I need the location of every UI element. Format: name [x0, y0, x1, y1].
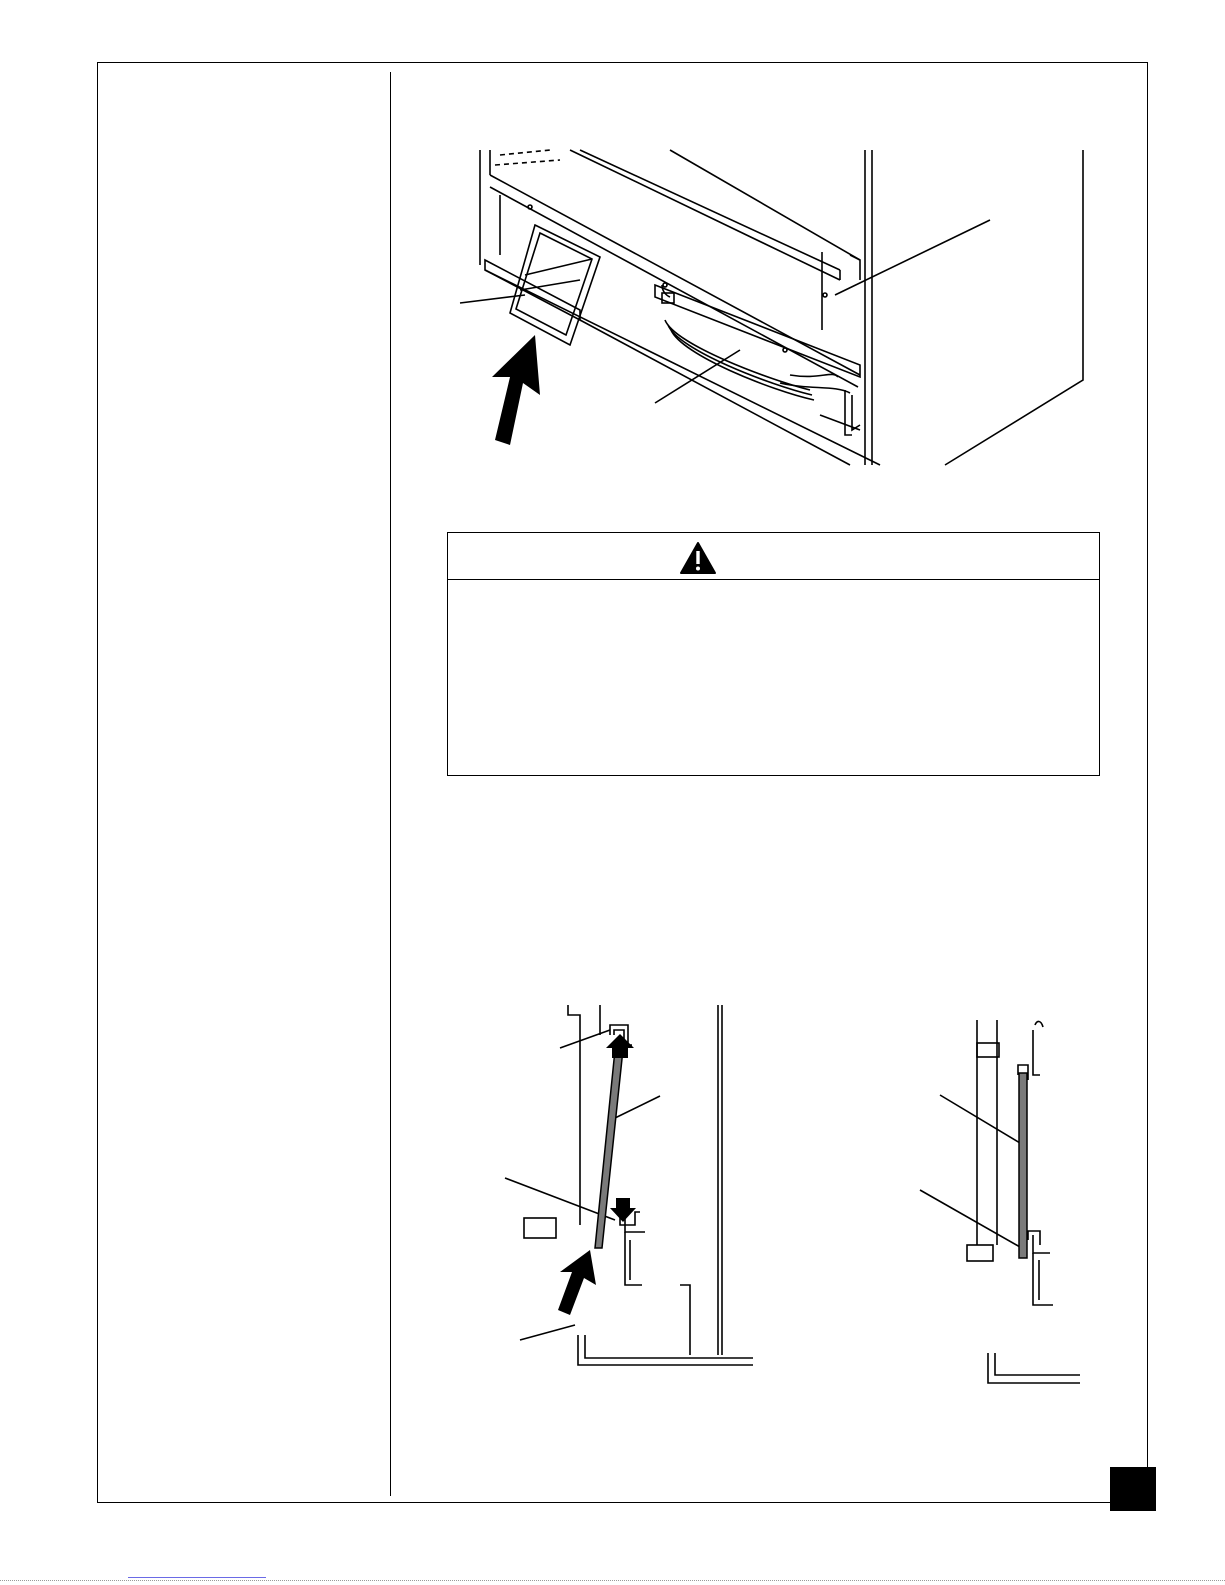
up-arrow-icon — [606, 1034, 634, 1058]
push-arrow-icon — [558, 1250, 596, 1315]
side-view-installing-illustration — [500, 1000, 765, 1385]
down-arrow-icon — [610, 1198, 636, 1222]
heater-perspective-illustration — [440, 145, 1100, 470]
insert-arrow-icon — [492, 335, 540, 445]
footer-link-underline[interactable] — [128, 1577, 266, 1578]
side-view-installed-illustration — [915, 1015, 1085, 1390]
warning-triangle-icon — [679, 541, 717, 575]
column-divider — [390, 72, 391, 1496]
footer-dotted-rule — [0, 1580, 1225, 1581]
warning-box — [447, 532, 1100, 776]
page-number-tab — [1110, 1467, 1156, 1511]
warning-header — [448, 533, 1099, 580]
panel-gasket-installed — [1019, 1073, 1027, 1258]
